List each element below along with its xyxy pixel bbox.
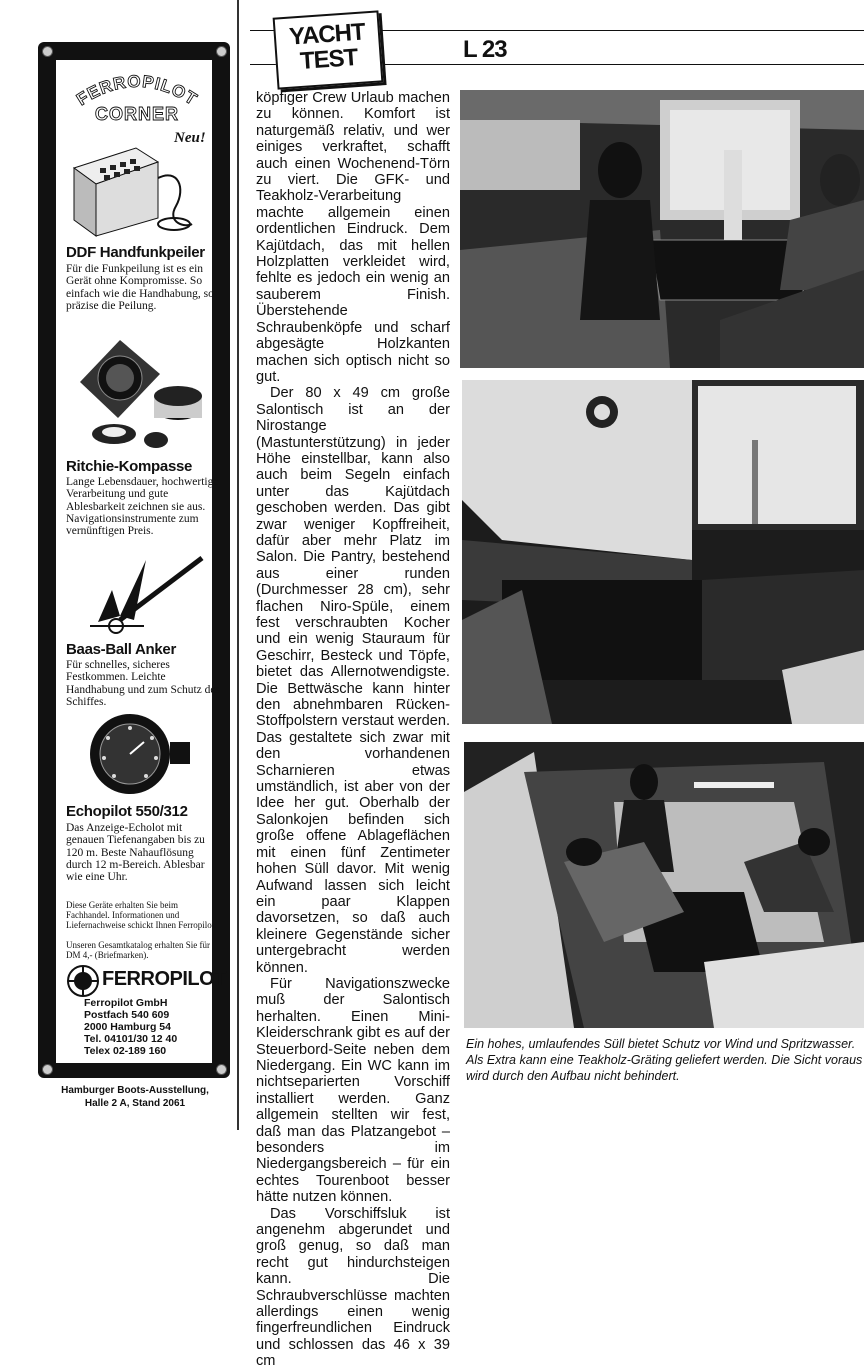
exhibition-note [40, 1084, 230, 1110]
address-line: Postfach 540 609 [84, 1009, 170, 1021]
company-address [84, 997, 177, 1057]
badge-line-test: TEST [299, 44, 359, 75]
product-text-ritchie: Lange Lebensdauer, hochwertige Verarbeitung und gute Ablesbarkeit zeichnen sie aus. Navigationsinstrumente zum vernünftigen Preis. [66, 476, 219, 538]
yacht-test-badge [273, 10, 384, 89]
product-title-anchor: Baas-Ball Anker [66, 641, 176, 658]
screw-icon [216, 46, 227, 57]
compass-image [76, 330, 206, 450]
product-title-echopilot: Echopilot 550/312 [66, 803, 188, 820]
article-paragraph: köpfiger Crew Urlaub machen zu können. Komfort ist naturgemäß relativ, und wer einiges verkraftet, schafft auch einen Wochenend-Törn zu viert. Die GFK- und Teakholz-Verarbeitung machte allgemein einen ordentlichen Eindruck. Dem Kajütdach, das mit hellen Holzplatten verkleidet wird, fehlte es jedoch ein wenig an sauberem Finish. Überstehende Schraubenköpfe und scharf abgesägte Holzkanten machen sich optisch nicht so gut. [256, 90, 450, 385]
product-title-ddf: DDF Handfunkpeiler [66, 244, 205, 261]
article-paragraph: Das Vorschiffsluk ist angenehm abgerundet und groß genug, so daß man recht gut hindurchsteigen kann. Die Schraubverschlüsse machten allerdings einen wenig fingerfreundlichen Eindruck und schlossen das 46 x 39 cm [256, 1205, 450, 1370]
exhibition-line: Halle 2 A, Stand 2061 [84, 1098, 186, 1109]
address-line: Telex 02-189 160 [84, 1045, 167, 1057]
photo-caption: Ein hohes, umlaufendes Süll bietet Schutz vor Wind und Spritzwasser. Als Extra kann eine Teakholz-Gräting geliefert werden. Die Sicht voraus wird durch den Aufbau nicht behindert. [466, 1037, 863, 1083]
ferropilot-corner-title [62, 64, 212, 134]
address-line: 2000 Hamburg 54 [84, 1021, 171, 1033]
echo-sounder-image [82, 712, 192, 798]
screw-icon [42, 46, 53, 57]
exhibition-line: Hamburger Boots-Ausstellung, [61, 1085, 209, 1096]
product-text-echopilot: Das Anzeige-Echolot mit genauen Tiefenangaben bis zu 120 m. Beste Nahauflösung durch 12 m-Bereich. Ablesbar wie eine Uhr. [66, 822, 205, 884]
photo-salon-berth [462, 380, 864, 724]
new-badge: Neu! [174, 130, 206, 146]
anchor-image [90, 550, 210, 636]
screw-icon [42, 1064, 53, 1075]
address-line: Tel. 04101/30 12 40 [84, 1033, 178, 1045]
article-paragraph: Der 80 x 49 cm große Salontisch ist an der Nirostange (Mastunterstützung) in jeder Höhe einstellbar, kann also auch beim Segeln einfach unter das Kajütdach geschoben werden. Das gibt zwar weniger Kopffreiheit, dafür aber mehr Platz im Salon. Die Pantry, bestehend aus einer runden (Durchmesser 28 cm), sehr flachen Niro-Spüle, einem fest verschraubten Kocher und ein wenig Stauraum für Geschirr, Besteck und Töpfe, bietet das Allernotwendigste. Die Bettwäsche kann hinter den abnehmbaren Rücken-Stoffpolstern verstaut werden. Das gestaltete sich zwar mit den vorhandenen Scharnieren etwas umständlich, ist aber von der Idee her gut. Oberhalb der Salonkojen befinden sich große offene Ablageflächen mit einen fünf Zentimeter hohen Süll davor. Mit wenig Aufwand lassen sich leicht ein paar Klappen davorsetzen, so daß auch kleinere Gegenstände sicher untergebracht werden können. [256, 385, 450, 976]
corner-title-top: FERROPILOT [73, 71, 201, 110]
dealer-note: Diese Geräte erhalten Sie beim Fachhandel. Informationen und Liefernachweise schickt Ihnen Ferropilot. [66, 900, 217, 930]
column-divider [237, 0, 239, 1130]
corner-title-bottom: CORNER [94, 104, 180, 124]
badge-line-yacht: YACHT [288, 18, 366, 51]
address-line: Ferropilot GmbH [84, 997, 168, 1009]
product-text-anchor: Für schnelles, sicheres Festkommen. Leichte Handhabung und zum Schutz des Schiffes. [66, 659, 220, 708]
ferropilot-logo: FERROPILOT [102, 968, 226, 990]
catalog-note: Unseren Gesamtkatalog erhalten Sie für DM 4,- (Briefmarken). [66, 940, 210, 960]
article-paragraph: Für Navigationszwecke muß der Salontisch herhalten. Einen Mini-Kleiderschrank gibt es auf der Steuerbord-Seite neben dem Niedergang. Ein WC kann im nichtseparierten Vorschiff installiert werden. Ganz allgemein stellten wir fest, daß man das Platzangebot – besonders im Niedergangsbereich – für ein echtes Tourenboot besser hätte nutzen können. [256, 975, 450, 1206]
screw-icon [216, 1064, 227, 1075]
radio-direction-finder-image [66, 128, 196, 238]
ferropilot-logo-icon [66, 964, 100, 998]
article-body [256, 90, 450, 1370]
photo-cockpit [464, 742, 864, 1028]
product-title-ritchie: Ritchie-Kompasse [66, 458, 193, 475]
boat-code: L 23 [463, 36, 507, 63]
photo-salon-crew [460, 90, 864, 368]
product-text-ddf: Für die Funkpeilung ist es ein Gerät ohne Kompromisse. So einfach wie die Handhabung, so präzise die Peilung. [66, 263, 214, 312]
